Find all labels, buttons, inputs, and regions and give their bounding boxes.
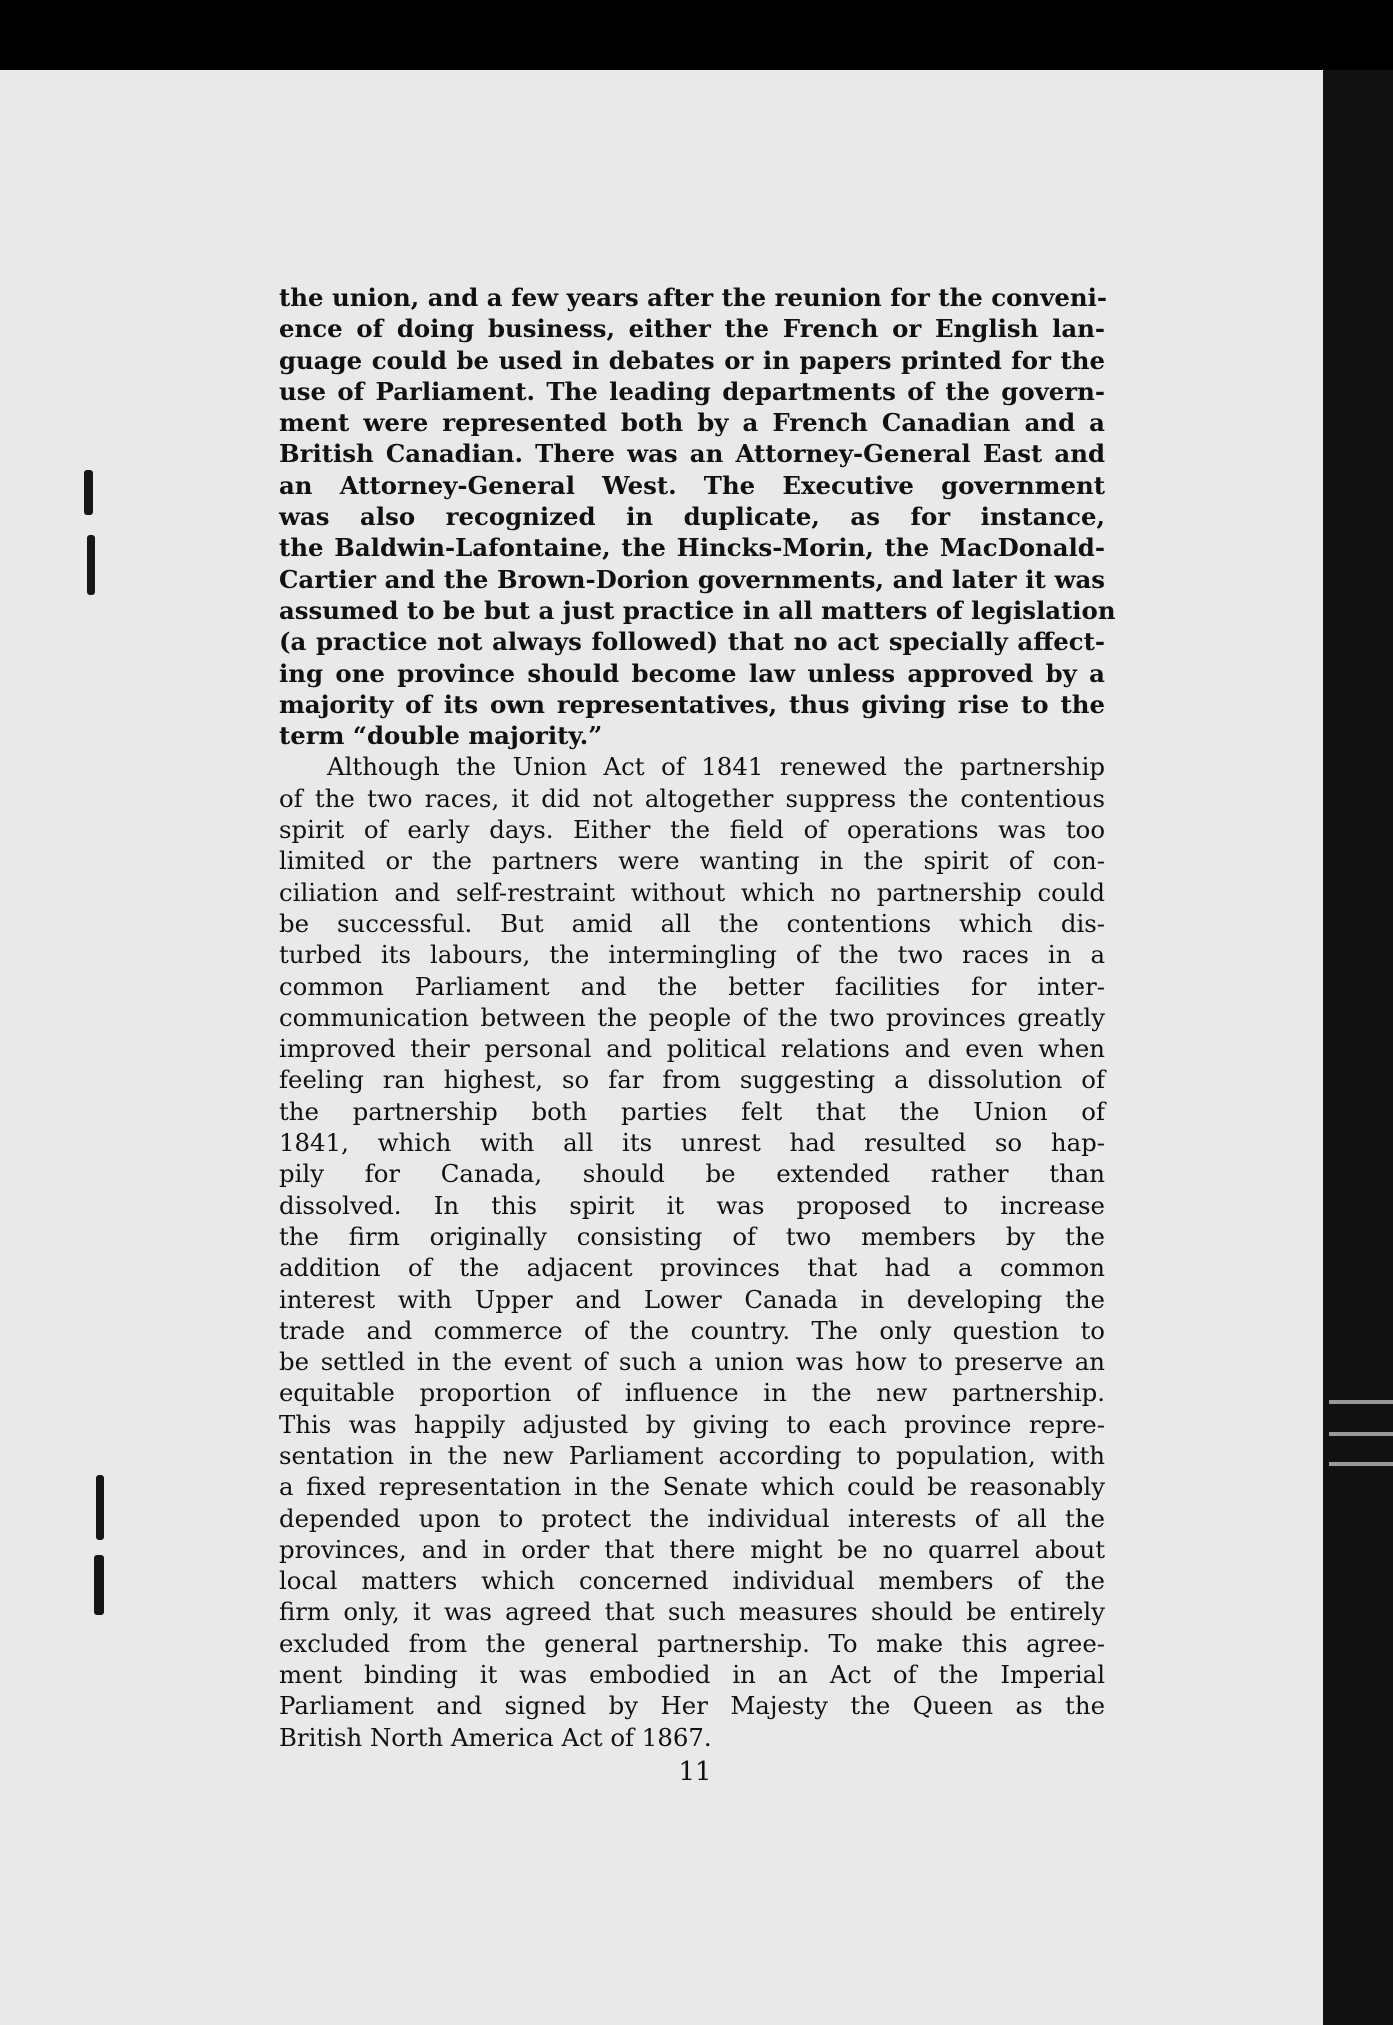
page-number: 11 — [678, 1757, 712, 1787]
text-line: an Attorney-General West. The Executive government — [279, 470, 1105, 500]
text-line: communication between the people of the two provinces greatly — [279, 1002, 1105, 1032]
text-line: feeling ran highest, so far from suggesting a dissolution of — [279, 1065, 1105, 1095]
text-line: sentation in the new Parliament according to population, with — [279, 1440, 1105, 1470]
text-line: excluded from the general partnership. To make this agree- — [279, 1628, 1105, 1658]
text-line: (a practice not always followed) that no act specially affect- — [279, 627, 1105, 657]
text-line: provinces, and in order that there might be no quarrel about — [279, 1534, 1105, 1564]
text-line: equitable proportion of influence in the new partnership. — [279, 1378, 1105, 1408]
page-edge-mark — [1329, 1400, 1393, 1404]
text-line: Although the Union Act of 1841 renewed the partnership — [327, 752, 1105, 782]
text-line: pily for Canada, should be extended rather than — [279, 1159, 1105, 1189]
text-line: a fixed representation in the Senate which could be reasonably — [279, 1472, 1105, 1502]
text-line: trade and commerce of the country. The only question to — [279, 1315, 1105, 1345]
page-edge-mark — [1329, 1462, 1393, 1466]
text-line: common Parliament and the better facilities for inter- — [279, 971, 1105, 1001]
text-line: Cartier and the Brown-Dorion governments, and later it was — [279, 564, 1105, 594]
page-edge-shadow — [1323, 70, 1393, 2025]
text-line: assumed to be but a just practice in all matters of legislation — [279, 595, 1116, 625]
document-body — [279, 282, 1116, 1753]
text-line: British Canadian. There was an Attorney-General East and — [279, 439, 1105, 469]
text-line: 1841, which with all its unrest had resulted so hap- — [279, 1128, 1105, 1158]
paragraph-two — [279, 751, 1105, 1753]
page-edge-mark — [1329, 1432, 1393, 1436]
text-line: interest with Upper and Lower Canada in developing the — [279, 1284, 1105, 1314]
text-line: depended upon to protect the individual interests of all the — [279, 1503, 1105, 1533]
text-line: the firm originally consisting of two members by the — [279, 1221, 1105, 1251]
binding-mark — [94, 1555, 104, 1615]
text-line: firm only, it was agreed that such measures should be entirely — [279, 1597, 1105, 1627]
text-line: spirit of early days. Either the field of operations was too — [279, 815, 1105, 845]
text-line: use of Parliament. The leading departments of the govern- — [279, 376, 1105, 406]
text-line: limited or the partners were wanting in the spirit of con- — [279, 846, 1105, 876]
text-line: was also recognized in duplicate, as for instance, — [279, 502, 1105, 532]
text-line: the union, and a few years after the reunion for the conveni- — [279, 283, 1107, 312]
text-line: majority of its own representatives, thus giving rise to the — [279, 689, 1105, 719]
text-line: ence of doing business, either the French or English lan- — [279, 314, 1105, 344]
text-line: guage could be used in debates or in papers printed for the — [279, 345, 1105, 375]
text-line: This was happily adjusted by giving to each province repre- — [279, 1409, 1105, 1439]
binding-mark — [87, 535, 95, 595]
text-line: be successful. But amid all the contentions which dis- — [279, 908, 1105, 938]
text-line: ment binding it was embodied in an Act of the Imperial — [279, 1660, 1105, 1690]
text-line: British North America Act of 1867. — [279, 1722, 712, 1752]
text-line: local matters which concerned individual members of the — [279, 1566, 1105, 1596]
binding-mark — [84, 470, 93, 515]
text-line: term “double majority.” — [279, 721, 603, 751]
text-line: improved their personal and political relations and even when — [279, 1034, 1105, 1064]
text-line: of the two races, it did not altogether suppress the contentious — [279, 783, 1105, 813]
text-line: addition of the adjacent provinces that had a common — [279, 1253, 1105, 1283]
text-line: ment were represented both by a French Canadian and a — [279, 408, 1105, 438]
binding-mark — [96, 1475, 104, 1540]
text-line: be settled in the event of such a union was how to preserve an — [279, 1347, 1105, 1377]
paragraph-one — [279, 282, 1116, 751]
text-line: turbed its labours, the intermingling of the two races in a — [279, 940, 1105, 970]
text-line: the partnership both parties felt that the Union of — [279, 1096, 1105, 1126]
text-line: ing one province should become law unless approved by a — [279, 658, 1105, 688]
text-line: ciliation and self-restraint without which no partnership could — [279, 877, 1105, 907]
text-line: Parliament and signed by Her Majesty the Queen as the — [279, 1691, 1105, 1721]
text-line: the Baldwin-Lafontaine, the Hincks-Morin, the MacDonald- — [279, 533, 1105, 563]
text-line: dissolved. In this spirit it was proposed to increase — [279, 1190, 1105, 1220]
